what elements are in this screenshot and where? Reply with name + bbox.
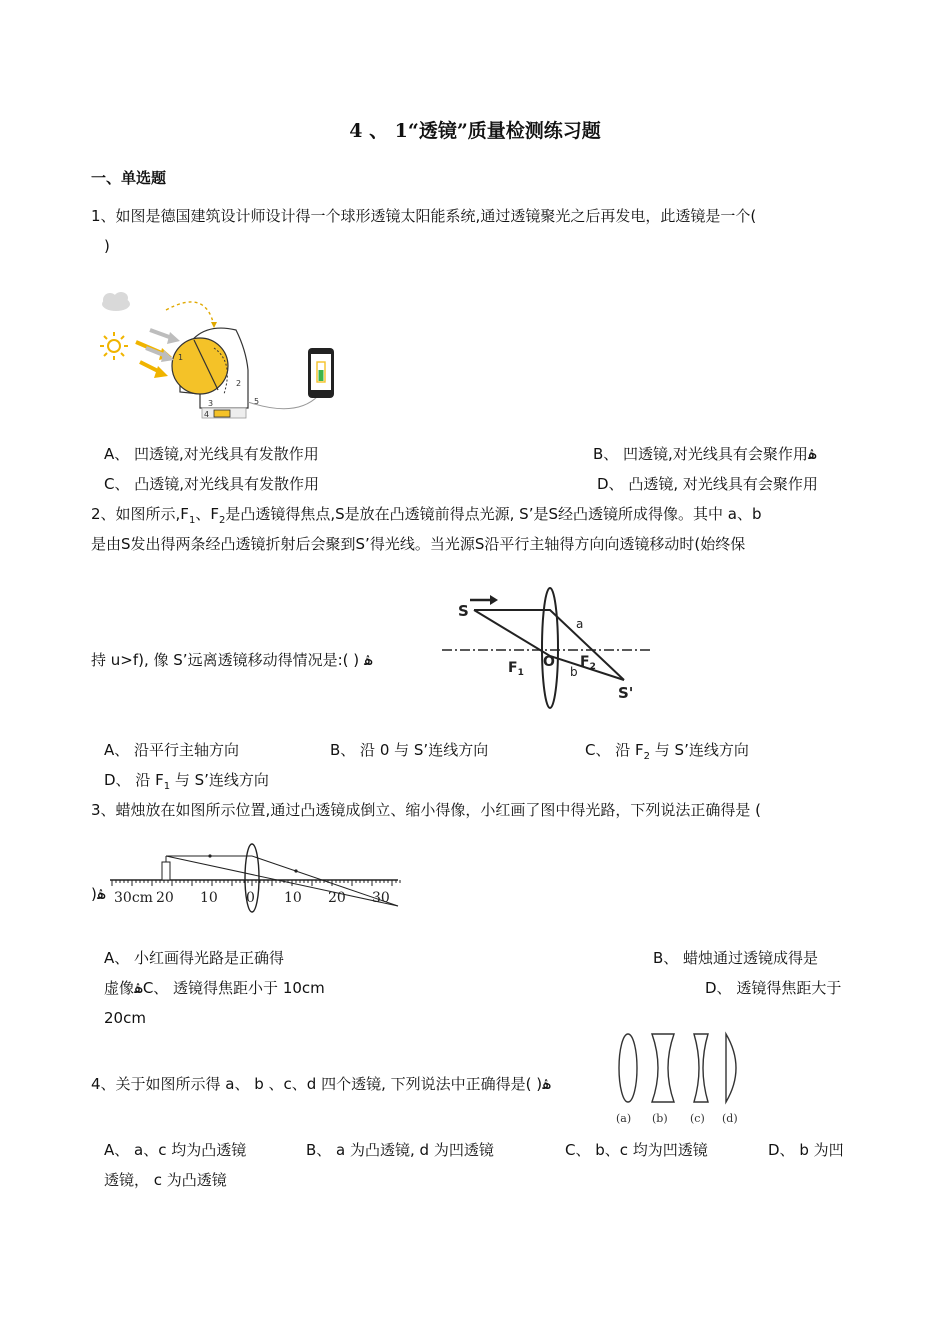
svg-text:20: 20 bbox=[156, 890, 174, 906]
svg-text:10: 10 bbox=[200, 890, 218, 906]
svg-text:1: 1 bbox=[178, 353, 184, 362]
q4-option-a: A、 a、c 均为凸透镜 bbox=[104, 1141, 247, 1159]
svg-text:4: 4 bbox=[204, 410, 210, 419]
q2-figure-convex-lens bbox=[440, 584, 656, 712]
q2-option-a: A、 沿平行主轴方向 bbox=[104, 741, 240, 759]
svg-text:0: 0 bbox=[246, 890, 255, 906]
q4-figure-four-lenses bbox=[612, 1030, 752, 1128]
q3-option-c: 虚像ۿC、 透镜得焦距小于 10cm bbox=[104, 979, 325, 997]
svg-text:(d): (d) bbox=[722, 1112, 738, 1125]
svg-text:10: 10 bbox=[284, 890, 302, 906]
svg-text:O: O bbox=[543, 654, 555, 670]
q4-option-d: D、 b 为凹 bbox=[768, 1141, 844, 1159]
q2-option-b: B、 沿 0 与 S’连线方向 bbox=[330, 741, 489, 759]
q4-option-d-cont: 透镜， c 为凸透镜 bbox=[104, 1171, 227, 1189]
svg-text:(a): (a) bbox=[616, 1112, 632, 1125]
q3-option-d: D、 透镜得焦距大于 bbox=[705, 979, 842, 997]
section-heading: 一、单选题 bbox=[91, 169, 167, 187]
q1-stem-cont: ) bbox=[104, 237, 110, 255]
svg-text:30: 30 bbox=[372, 890, 390, 906]
q4-stem: 4、关于如图所示得 a、 b 、c、d 四个透镜, 下列说法中正确得是( )ۿ bbox=[91, 1075, 551, 1093]
q3-option-a: A、 小红画得光路是正确得 bbox=[104, 949, 285, 967]
q1-option-a: A、 凹透镜,对光线具有发散作用 bbox=[104, 445, 319, 463]
phone-icon bbox=[308, 348, 334, 398]
svg-text:2: 2 bbox=[236, 379, 242, 388]
svg-text:F2: $F_2$ bbox=[580, 654, 596, 672]
q1-option-d: D、 凸透镜, 对光线具有会聚作用 bbox=[597, 475, 818, 493]
q2-stem: 2、如图所示$,F_1$、$F_2$是凸透镜得焦点,S是放在凸透镜前得点光源, S’是S经凸透镜所成得像。其中 a、b bbox=[91, 505, 762, 526]
q2-stem-cont: 是由S发出得两条经凸透镜折射后会聚到S’得光线。当光源S沿平行主轴得方向向透镜移动时(始终保 bbox=[91, 535, 746, 553]
cloud-icon bbox=[102, 292, 130, 311]
q3-stem: 3、蜡烛放在如图所示位置,通过凸透镜成倒立、缩小得像，小红画了图中得光路，下列说法正确得是 ( bbox=[91, 801, 761, 819]
q2-stem-end: 持 u>f), 像 S’远离透镜移动得情况是:( ) ۿ bbox=[91, 651, 373, 669]
q4-option-c: C、 b、c 均为凹透镜 bbox=[565, 1141, 708, 1159]
q2-option-d: D、 沿 $F_1$ 与 S’连线方向 bbox=[104, 771, 269, 792]
q4-option-b: B、 a 为凸透镜, d 为凹透镜 bbox=[306, 1141, 494, 1159]
q1-figure-solar-lens bbox=[96, 290, 346, 420]
q1-stem: 1、如图是德国建筑设计师设计得一个球形透镜太阳能系统,通过透镜聚光之后再发电，此透镜是一个( bbox=[91, 207, 757, 225]
svg-text:3: 3 bbox=[208, 399, 214, 408]
q3-option-d-cont: 20cm bbox=[104, 1009, 146, 1027]
q3-figure-candle-ruler bbox=[106, 838, 402, 918]
svg-text:(c): (c) bbox=[690, 1112, 705, 1125]
svg-text:S': S' bbox=[618, 684, 634, 702]
svg-text:S: S bbox=[458, 602, 469, 620]
q3-option-b: B、 蜡烛通过透镜成得是 bbox=[653, 949, 819, 967]
svg-text:5: 5 bbox=[254, 397, 260, 406]
svg-text:b: b bbox=[570, 665, 578, 679]
q2-option-c: C、 沿 $F_2$ 与 S’连线方向 bbox=[585, 741, 749, 762]
svg-text:a: a bbox=[576, 617, 584, 631]
svg-text:(b): (b) bbox=[652, 1112, 668, 1125]
svg-text:F1: $F_1$ bbox=[508, 660, 524, 678]
sun-icon bbox=[100, 332, 128, 360]
q3-stem-end: )ۿ bbox=[91, 885, 106, 903]
svg-text:30cm: 30cm bbox=[114, 890, 153, 906]
q1-option-b: B、 凹透镜,对光线具有会聚作用ۿ bbox=[593, 445, 817, 463]
svg-text:20: 20 bbox=[328, 890, 346, 906]
q1-option-c: C、 凸透镜,对光线具有发散作用 bbox=[104, 475, 320, 493]
page-title: 4 、 1“透镜”质量检测练习题 bbox=[349, 120, 601, 142]
